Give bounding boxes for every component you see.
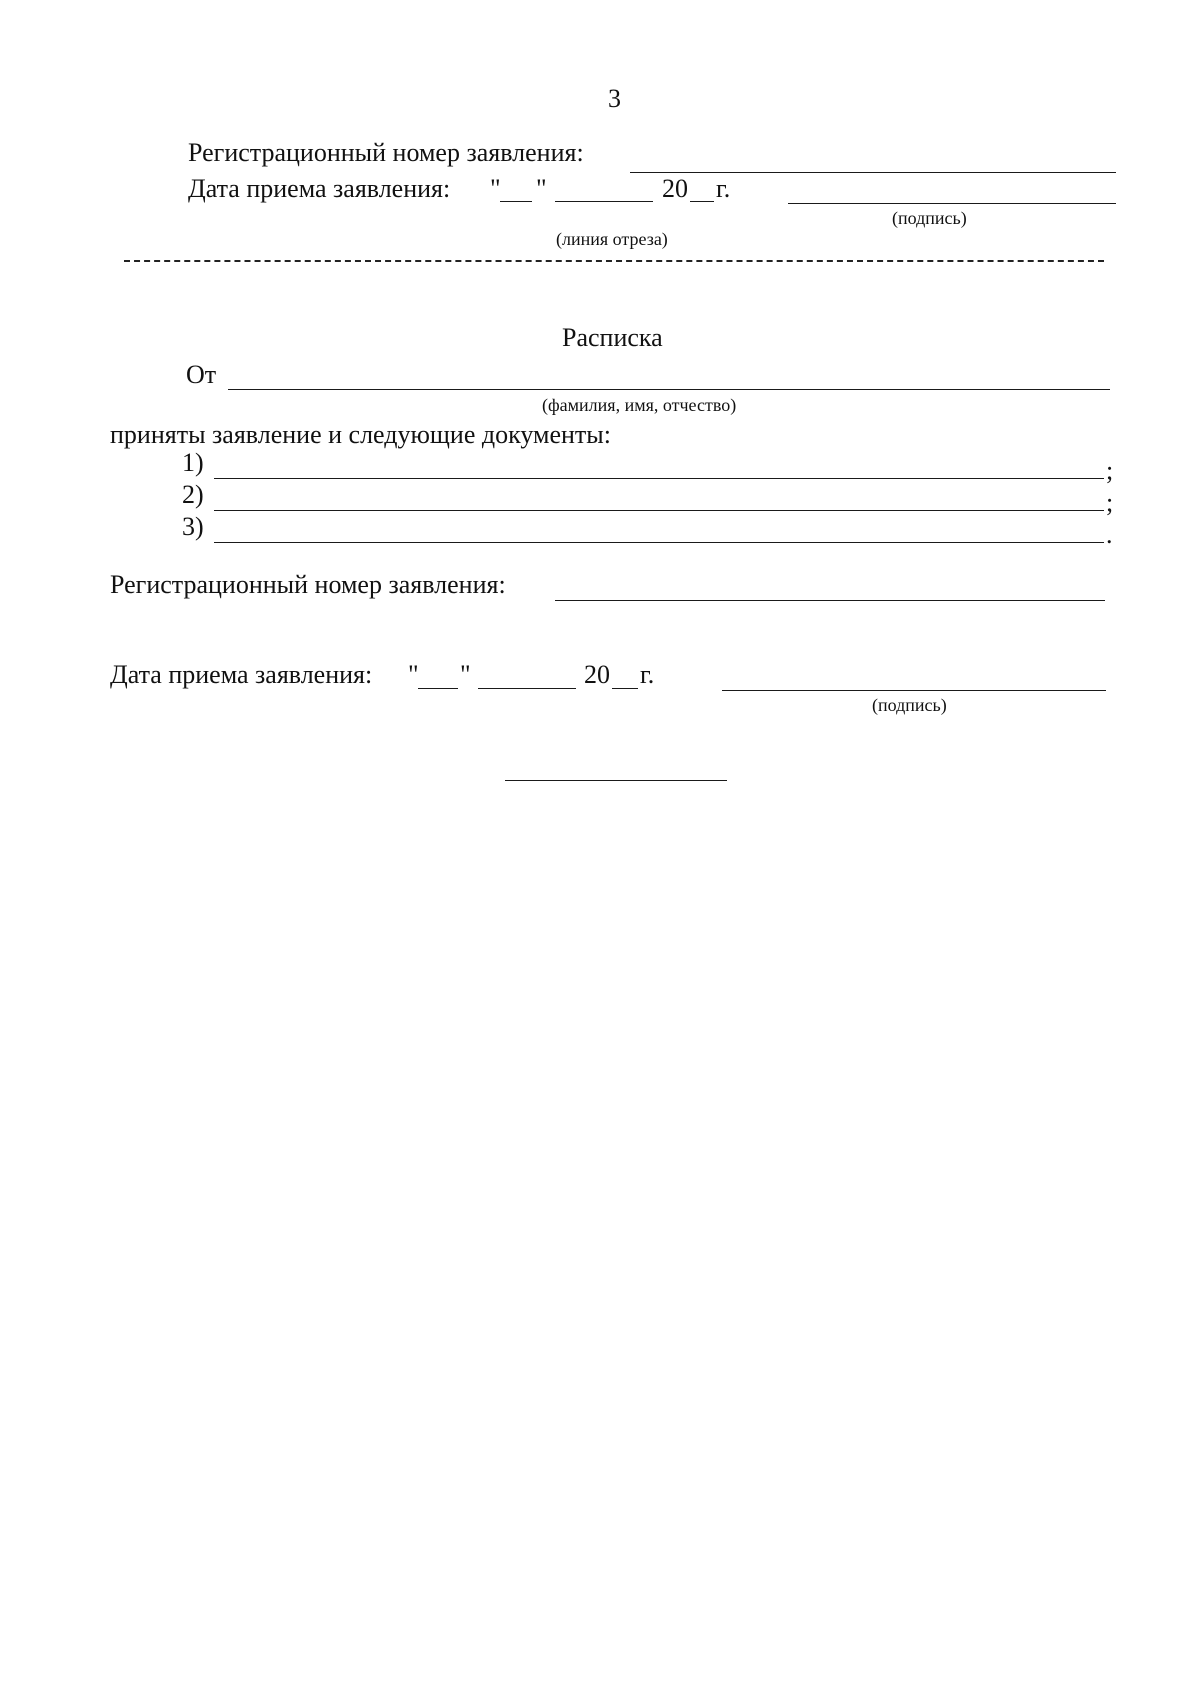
top-date-year-suffix: г. xyxy=(716,174,731,203)
receipt-date-day-field[interactable] xyxy=(418,688,458,689)
document-number-1: 1) xyxy=(182,448,204,477)
top-date-quote-close: " xyxy=(536,174,547,203)
document-number-3: 3) xyxy=(182,512,204,541)
document-field-3[interactable] xyxy=(214,542,1104,543)
page-number: 3 xyxy=(608,84,621,113)
top-signature-caption: (подпись) xyxy=(892,208,967,228)
top-date-year-prefix: 20 xyxy=(662,174,688,203)
document-field-1[interactable] xyxy=(214,478,1104,479)
receipt-date-year-field[interactable] xyxy=(612,688,638,689)
top-signature-field[interactable] xyxy=(788,203,1116,204)
receipt-date-year-suffix: г. xyxy=(640,660,655,689)
cut-line-caption: (линия отреза) xyxy=(556,229,668,249)
receipt-signature-caption: (подпись) xyxy=(872,695,947,715)
document-field-2[interactable] xyxy=(214,510,1104,511)
end-separator-line xyxy=(505,780,727,781)
receipt-title: Расписка xyxy=(562,323,663,352)
top-date-label: Дата приема заявления: xyxy=(188,174,451,203)
receipt-date-label: Дата приема заявления: xyxy=(110,660,373,689)
receipt-from-label: От xyxy=(186,360,217,389)
cut-line xyxy=(124,260,1104,262)
document-number-2: 2) xyxy=(182,480,204,509)
receipt-from-caption: (фамилия, имя, отчество) xyxy=(542,395,737,415)
receipt-date-month-field[interactable] xyxy=(478,688,576,689)
receipt-reg-number-label: Регистрационный номер заявления: xyxy=(110,570,506,599)
top-date-year-field[interactable] xyxy=(690,201,714,202)
receipt-reg-number-field[interactable] xyxy=(555,600,1105,601)
top-reg-number-field[interactable] xyxy=(630,172,1116,173)
top-date-quote-open: " xyxy=(490,174,501,203)
receipt-date-quote-open: " xyxy=(408,660,419,689)
receipt-date-year-prefix: 20 xyxy=(584,660,610,689)
top-date-month-field[interactable] xyxy=(555,201,653,202)
top-reg-number-label: Регистрационный номер заявления: xyxy=(188,138,584,167)
document-end-3: . xyxy=(1106,520,1113,549)
document-end-2: ; xyxy=(1106,488,1114,517)
document-end-1: ; xyxy=(1106,456,1114,485)
receipt-date-quote-close: " xyxy=(460,660,471,689)
receipt-accepted-text: приняты заявление и следующие документы: xyxy=(110,420,611,449)
top-date-day-field[interactable] xyxy=(500,201,532,202)
receipt-from-field[interactable] xyxy=(228,389,1110,390)
receipt-signature-field[interactable] xyxy=(722,690,1106,691)
